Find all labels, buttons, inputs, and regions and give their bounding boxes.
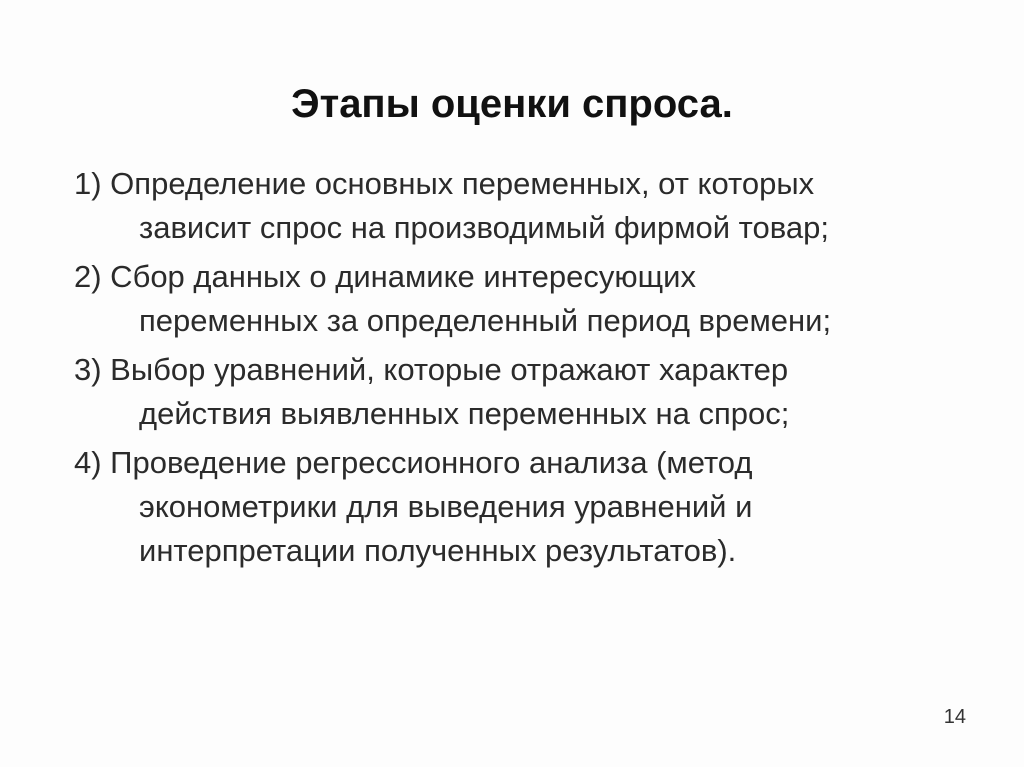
stage-item-4-line-1: 4) Проведение регрессионного анализа (метод [74, 445, 753, 480]
stage-item-2-line-2: переменных за определенный период времени; [139, 303, 832, 338]
stage-item-2-line-1: 2) Сбор данных о динамике интересующих [74, 259, 696, 294]
stage-item-4-line-2: эконометрики для выведения уравнений и [139, 489, 753, 524]
stage-item-3-line-1: 3) Выбор уравнений, которые отражают характер [74, 352, 789, 387]
stage-item-3-line-2: действия выявленных переменных на спрос; [139, 396, 790, 431]
stage-item-2 [74, 255, 974, 343]
page-number: 14 [943, 706, 966, 728]
stage-list [74, 162, 974, 578]
stage-item-4 [74, 441, 974, 573]
stage-item-3 [74, 348, 974, 436]
stage-item-4-line-3: интерпретации полученных результатов). [139, 533, 737, 568]
stage-item-1-line-2: зависит спрос на производимый фирмой товар; [139, 210, 829, 245]
stage-item-1 [74, 162, 974, 250]
stage-item-1-line-1: 1) Определение основных переменных, от которых [74, 166, 815, 201]
slide-title: Этапы оценки спроса. [291, 82, 733, 126]
